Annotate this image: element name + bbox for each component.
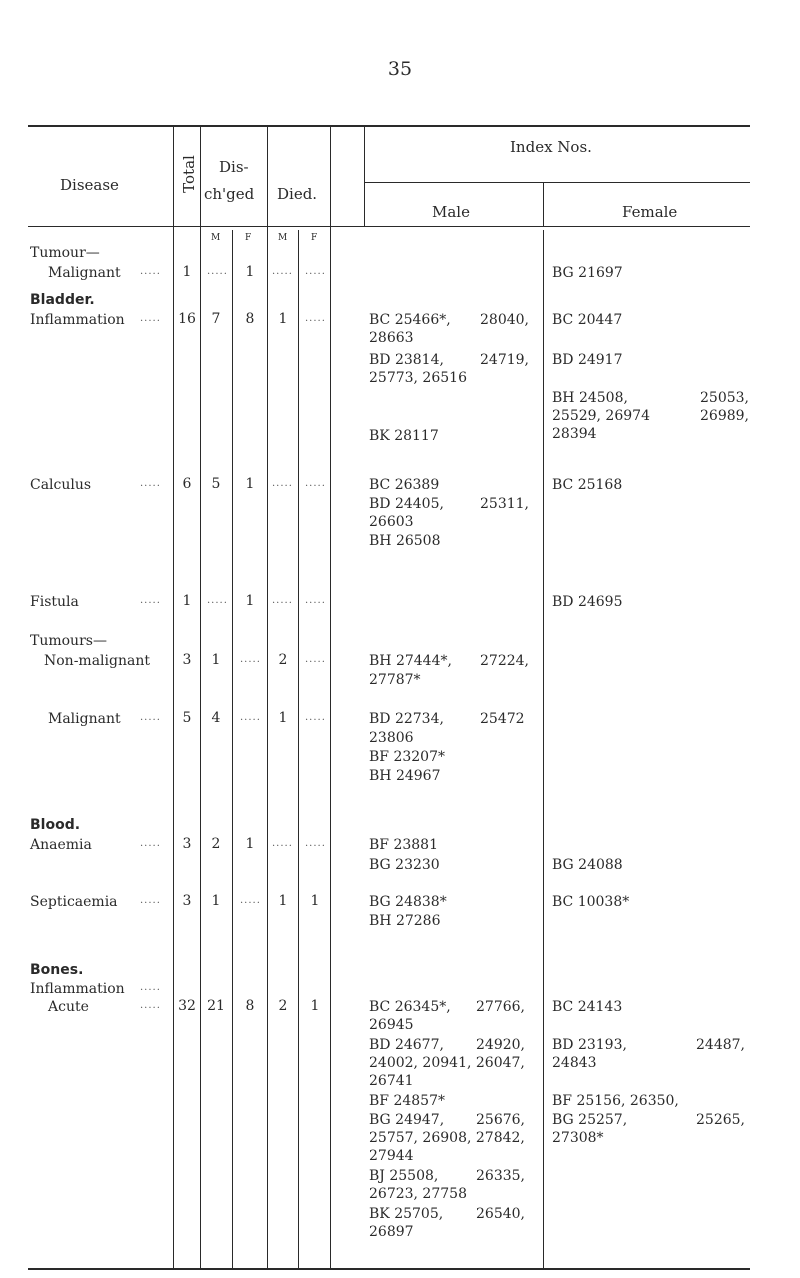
cell-male: 27766, (476, 999, 525, 1015)
cell-male: 24719, (480, 352, 529, 368)
cell-male: 28663 (369, 330, 414, 346)
cell-male: BH 24967 (369, 768, 441, 784)
leader-dots: ..... (240, 895, 261, 906)
cell-male: 27787* (369, 672, 421, 688)
bottom-rule (28, 1268, 750, 1270)
cell-female: BH 24508, (552, 390, 628, 406)
cell-male: BH 26508 (369, 533, 441, 549)
row-tumours-heading: Tumours— (30, 633, 107, 649)
cell-male: 24920, (476, 1037, 525, 1053)
leader-dots: ..... (140, 982, 161, 993)
leader-dots: ..... (140, 595, 161, 606)
cell-male: BG 24947, (369, 1112, 445, 1128)
cell-male: BD 22734, (369, 711, 444, 727)
col-divider (173, 127, 174, 1268)
cell-female: BD 24917 (552, 352, 623, 368)
leader-dots: ..... (140, 838, 161, 849)
cell-male: 26945 (369, 1017, 414, 1033)
row-name: Septicaemia (30, 894, 118, 910)
col-divider (330, 127, 331, 1268)
header-dis-f: F (245, 233, 252, 243)
cell-female: 28394 (552, 426, 597, 442)
row-name: Inflammation (30, 312, 125, 328)
leader-dots: ..... (305, 595, 326, 606)
leader-dots: ..... (140, 478, 161, 489)
cell-male: BG 23230 (369, 857, 440, 873)
index-sub-rule (364, 182, 750, 183)
leader-dots: ..... (140, 712, 161, 723)
cell-male: 25757, 26908, 27842, (369, 1130, 525, 1146)
cell-died-m: 1 (278, 311, 288, 327)
header-disease: Disease (60, 176, 119, 194)
cell-dis-f: 8 (245, 311, 255, 327)
header-rule (28, 226, 750, 227)
leader-dots: ..... (272, 478, 293, 489)
col-divider (232, 230, 233, 1268)
header-died: Died. (277, 185, 318, 203)
leader-dots: ..... (272, 595, 293, 606)
cell-male: 23806 (369, 730, 414, 746)
cell-male: BD 23814, (369, 352, 444, 368)
col-divider (267, 127, 268, 1268)
header-female: Female (622, 203, 678, 221)
header-discharged: Dis- (219, 158, 249, 176)
cell-male: 26723, 27758 (369, 1186, 467, 1202)
col-divider (364, 127, 365, 227)
header-index-nos: Index Nos. (510, 138, 592, 156)
cell-dis-m: 5 (211, 476, 221, 492)
cell-male: 28040, (480, 312, 529, 328)
cell-female: 26989, (700, 408, 749, 424)
cell-male: 25311, (480, 496, 529, 512)
header-died-m: M (278, 233, 288, 243)
cell-female: 24487, (696, 1037, 745, 1053)
cell-died-m: 2 (278, 652, 288, 668)
cell-female: BD 23193, (552, 1037, 627, 1053)
cell-male: BF 23207* (369, 749, 445, 765)
cell-total: 6 (182, 476, 192, 492)
cell-male: BC 26389 (369, 477, 440, 493)
row-name: Anaemia (30, 837, 92, 853)
cell-male: 25676, (476, 1112, 525, 1128)
leader-dots: ..... (240, 654, 261, 665)
leader-dots: ..... (272, 838, 293, 849)
header-discharged-2: ch'ged (204, 185, 255, 203)
cell-female: BF 25156, 26350, (552, 1093, 679, 1109)
cell-male: BH 27444*, (369, 653, 452, 669)
cell-male: BD 24677, (369, 1037, 444, 1053)
cell-dis-m: 2 (211, 836, 221, 852)
cell-male: BK 25705, (369, 1206, 444, 1222)
cell-died-f: 1 (310, 998, 320, 1014)
cell-dis-m: 1 (211, 893, 221, 909)
top-rule (28, 125, 750, 127)
cell-dis-f: 1 (245, 593, 255, 609)
cell-male: BD 24405, (369, 496, 444, 512)
cell-male: 26335, (476, 1168, 525, 1184)
row-name: Malignant (48, 265, 121, 281)
cell-female: BG 25257, (552, 1112, 628, 1128)
leader-dots: ..... (140, 895, 161, 906)
cell-female: 25053, (700, 390, 749, 406)
header-male: Male (432, 203, 470, 221)
cell-male: 25773, 26516 (369, 370, 467, 386)
cell-male: 26741 (369, 1073, 414, 1089)
cell-total: 3 (182, 893, 192, 909)
cell-died-m: 2 (278, 998, 288, 1014)
cell-female: BG 21697 (552, 265, 623, 281)
cell-female: 27308* (552, 1130, 604, 1146)
cell-female: BD 24695 (552, 594, 623, 610)
row-name: Malignant (48, 711, 121, 727)
cell-female: BC 10038* (552, 894, 630, 910)
cell-dis-m: 21 (207, 998, 225, 1014)
cell-male: 26897 (369, 1224, 414, 1240)
cell-female: 25529, 26974 (552, 408, 650, 424)
header-total: Total (180, 155, 198, 193)
cell-total: 16 (178, 311, 196, 327)
row-name: Calculus (30, 477, 92, 493)
leader-dots: ..... (305, 838, 326, 849)
cell-male: 26540, (476, 1206, 525, 1222)
cell-dis-f: 1 (245, 476, 255, 492)
cell-male: 27944 (369, 1148, 414, 1164)
leader-dots: ..... (140, 313, 161, 324)
cell-total: 3 (182, 836, 192, 852)
cell-total: 1 (182, 593, 192, 609)
cell-died-f: 1 (310, 893, 320, 909)
leader-dots: ..... (305, 266, 326, 277)
cell-dis-f: 8 (245, 998, 255, 1014)
col-divider (298, 230, 299, 1268)
section-heading: Blood. (30, 817, 81, 833)
cell-female: BC 24143 (552, 999, 623, 1015)
cell-male: 25472 (480, 711, 525, 727)
leader-dots: ..... (272, 266, 293, 277)
leader-dots: ..... (305, 313, 326, 324)
page-number: 35 (387, 58, 413, 80)
cell-female: 25265, (696, 1112, 745, 1128)
cell-total: 5 (182, 710, 192, 726)
cell-male: 27224, (480, 653, 529, 669)
cell-male: BF 24857* (369, 1093, 445, 1109)
row-name: Inflammation (30, 981, 125, 997)
cell-male: BC 26345*, (369, 999, 451, 1015)
cell-male: BK 28117 (369, 428, 439, 444)
section-heading: Bladder. (30, 292, 95, 308)
row-tumour-heading: Tumour— (30, 245, 100, 261)
cell-male: BJ 25508, (369, 1168, 439, 1184)
leader-dots: ..... (207, 595, 228, 606)
cell-female: BC 20447 (552, 312, 623, 328)
cell-female: BG 24088 (552, 857, 623, 873)
leader-dots: ..... (207, 266, 228, 277)
cell-dis-f: 1 (245, 836, 255, 852)
col-divider (543, 183, 544, 227)
cell-male: 26603 (369, 514, 414, 530)
cell-dis-m: 7 (211, 311, 221, 327)
cell-male: BH 27286 (369, 913, 441, 929)
leader-dots: ..... (305, 712, 326, 723)
row-name: Non-malignant (44, 653, 150, 669)
leader-dots: ..... (305, 654, 326, 665)
cell-total: 3 (182, 652, 192, 668)
cell-female: 24843 (552, 1055, 597, 1071)
cell-female: BC 25168 (552, 477, 623, 493)
row-name: Acute (48, 999, 89, 1015)
leader-dots: ..... (140, 1000, 161, 1011)
section-heading: Bones. (30, 962, 84, 978)
cell-male: 24002, 20941, 26047, (369, 1055, 525, 1071)
cell-male: BF 23881 (369, 837, 438, 853)
cell-dis-f: 1 (245, 264, 255, 280)
cell-dis-m: 4 (211, 710, 221, 726)
cell-dis-m: 1 (211, 652, 221, 668)
row-name: Fistula (30, 594, 79, 610)
cell-died-m: 1 (278, 893, 288, 909)
leader-dots: ..... (305, 478, 326, 489)
cell-total: 32 (178, 998, 196, 1014)
leader-dots: ..... (240, 712, 261, 723)
leader-dots: ..... (140, 266, 161, 277)
header-dis-m: M (211, 233, 221, 243)
col-divider (200, 127, 201, 1268)
col-divider (543, 230, 544, 1268)
cell-male: BG 24838* (369, 894, 447, 910)
cell-died-m: 1 (278, 710, 288, 726)
cell-male: BC 25466*, (369, 312, 451, 328)
cell-total: 1 (182, 264, 192, 280)
header-died-f: F (311, 233, 318, 243)
